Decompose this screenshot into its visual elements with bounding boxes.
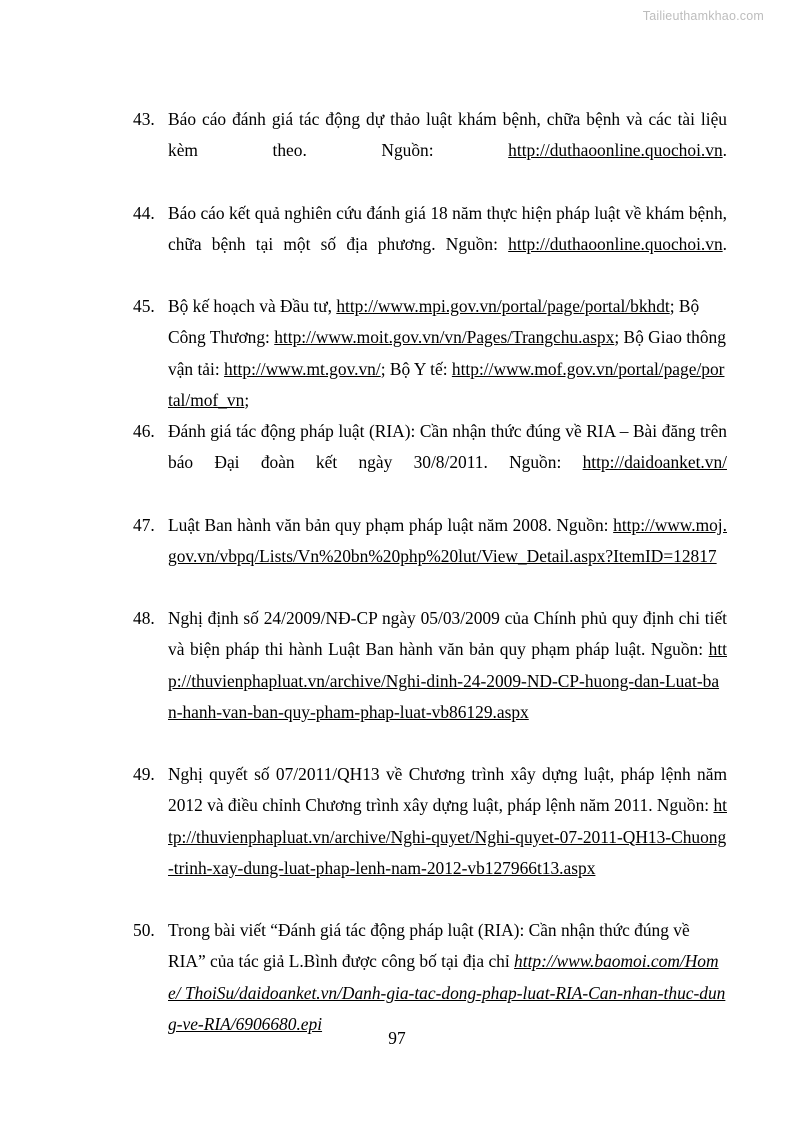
page-number: 97 (388, 1028, 406, 1048)
reference-text-run: ; Bộ Y tế: (380, 358, 452, 379)
reference-number: 50. (133, 920, 155, 941)
reference-number: 48. (133, 608, 155, 629)
reference-url[interactable]: http://www.baomoi.com/Home/ ThoiSu/daidoanket.vn/Danh-gia-tac-dong-phap-luat-RIA-Can-nhan-thuc-dung-ve-RIA/6906680.epi (168, 951, 726, 1034)
reference-item (133, 510, 727, 604)
reference-text (168, 603, 727, 759)
reference-number: 46. (133, 421, 155, 442)
reference-item (133, 603, 727, 759)
reference-text-run: . (722, 233, 727, 254)
reference-list (133, 104, 727, 1040)
reference-list-container (133, 104, 727, 1040)
reference-text (168, 104, 727, 198)
reference-text (168, 915, 727, 1040)
reference-item (133, 291, 727, 416)
reference-text-run: Luật Ban hành văn bản quy phạm pháp luật năm 2008. Nguồn: (168, 514, 614, 535)
reference-text-run: Đánh giá tác động pháp luật (RIA): Cần nhận thức đúng về RIA – Bài đăng trên báo Đại đoàn kết ngày 30/8/2011. Nguồn: (168, 421, 727, 473)
reference-item (133, 198, 727, 292)
reference-url[interactable]: http://www.moj.gov.vn/vbpq/Lists/Vn%20bn%20php%20lut/View_Detail.aspx?ItemID=12817 (168, 514, 727, 566)
reference-item (133, 416, 727, 510)
reference-number: 47. (133, 514, 155, 535)
reference-text-run: Báo cáo đánh giá tác động dự thảo luật khám bệnh, chữa bệnh và các tài liệu kèm theo. Nguồn: (168, 109, 727, 161)
reference-text-run: Trong bài viết “Đánh giá tác động pháp luật (RIA): Cần nhận thức đúng về RIA” của tác giả L.Bình được công bố tại địa chỉ (168, 920, 690, 972)
reference-text-run: . (722, 140, 727, 161)
reference-url[interactable]: http://www.mpi.gov.vn/portal/page/portal/bkhdt (336, 296, 670, 317)
reference-text-run: ; Bộ Công Thương: (168, 296, 700, 348)
reference-text-run: ; (244, 389, 250, 410)
reference-text (168, 416, 727, 510)
reference-number: 44. (133, 202, 155, 223)
reference-url[interactable]: http://daidoanket.vn/ (582, 452, 727, 473)
watermark-text: Tailieuthamkhao.com (642, 9, 764, 23)
reference-item (133, 759, 727, 915)
reference-text (168, 759, 727, 915)
reference-text (168, 291, 727, 416)
reference-url[interactable]: http://www.mt.gov.vn/ (224, 358, 381, 379)
reference-number: 45. (133, 296, 155, 317)
reference-item (133, 104, 727, 198)
reference-text (168, 510, 727, 604)
reference-number: 43. (133, 109, 155, 129)
reference-url[interactable]: http://thuvienphapluat.vn/archive/Nghi-dinh-24-2009-ND-CP-huong-dan-Luat-ban-hanh-van-ban-quy-pham-phap-luat-vb86129.aspx (168, 639, 727, 722)
reference-url[interactable]: http://www.mof.gov.vn/portal/page/portal/mof_vn (168, 358, 725, 410)
reference-url[interactable]: http://thuvienphapluat.vn/archive/Nghi-quyet/Nghi-quyet-07-2011-QH13-Chuong-trinh-xay-dung-luat-phap-lenh-nam-2012-vb127966t13.aspx (168, 795, 727, 878)
reference-url[interactable]: http://duthaoonline.quochoi.vn (508, 233, 723, 254)
reference-text (168, 198, 727, 292)
reference-url[interactable]: http://duthaoonline.quochoi.vn (508, 140, 723, 161)
reference-number: 49. (133, 764, 155, 785)
reference-url[interactable]: http://www.moit.gov.vn/vn/Pages/Trangchu.aspx (274, 327, 615, 348)
reference-text-run: Nghị định số 24/2009/NĐ-CP ngày 05/03/2009 của Chính phủ quy định chi tiết và biện pháp thi hành Luật Ban hành văn bản quy phạm pháp luật. Nguồn: (168, 608, 727, 660)
reference-text-run: Bộ kế hoạch và Đầu tư, (168, 296, 337, 317)
reference-text-run: ; Bộ Giao thông vận tải: (168, 327, 726, 379)
reference-item (133, 915, 727, 1040)
reference-text-run: Báo cáo kết quả nghiên cứu đánh giá 18 năm thực hiện pháp luật về khám bệnh, chữa bệnh tại một số địa phương. Nguồn: (168, 202, 727, 254)
reference-text-run: Nghị quyết số 07/2011/QH13 về Chương trình xây dựng luật, pháp lệnh năm 2012 và điều chỉnh Chương trình xây dựng luật, pháp lệnh năm 2011. Nguồn: (168, 764, 727, 816)
